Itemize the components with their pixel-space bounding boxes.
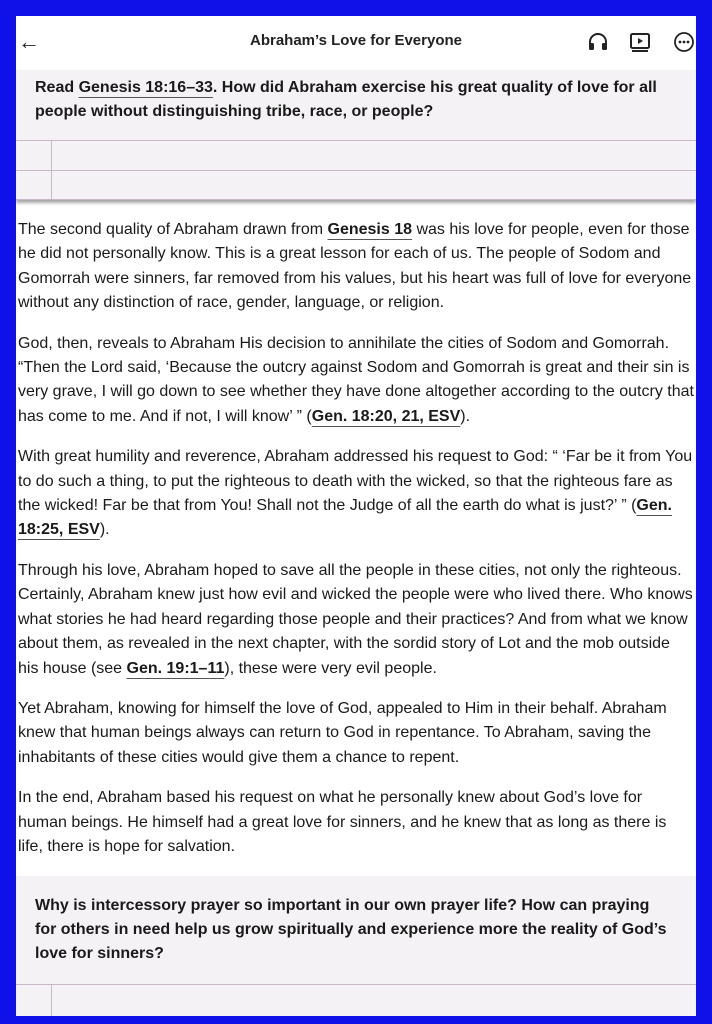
page-title: Abraham’s Love for Everyone xyxy=(249,32,462,49)
answer-field-1[interactable] xyxy=(16,140,696,200)
paragraph xyxy=(18,332,694,430)
question-2-text: Why is intercessory prayer so important in our own prayer life? How can praying for others in need help us grow spiritually and experience more the reality of God’s love for sinners? xyxy=(35,897,667,962)
scripture-link[interactable]: Gen. 18:20, 21, ESV xyxy=(311,407,461,425)
paragraph xyxy=(18,559,694,681)
question-card-2 xyxy=(16,876,696,1016)
more-options-icon[interactable] xyxy=(672,30,696,54)
question-1-body: . How did Abraham exercise his great quality of love for all people without distinguishing tribe, race, or people? xyxy=(35,79,657,120)
paragraph-text: ). xyxy=(460,407,471,425)
scripture-link[interactable]: Genesis 18 xyxy=(327,221,412,238)
paragraph-text: was his love for people, even for those he did not personally know. This is a great lesson for each of us. The people of Sodom and Gomorrah were sinners, far removed from his values, but his heart was full of love for everyone without any distinction of race, gender, language, or religion. xyxy=(18,221,692,312)
question-1-text xyxy=(35,76,672,124)
question-card-1 xyxy=(16,70,696,200)
paragraph-text: God, then, reveals to Abraham His decision to annihilate the cities of Sodom and Gomorrah. “Then the Lord said, ‘Because the outcry against Sodom and Gomorrah is great and their sin is very grave, I will go down to see whether they have done altogether according to the outcry that has come to me. And if not, I will know’ ” ( xyxy=(18,334,694,425)
arrow-left-icon[interactable]: ← xyxy=(18,29,40,54)
paragraph-text: ), these were very evil people. xyxy=(224,659,437,677)
scripture-link[interactable]: Genesis 18:16–33 xyxy=(78,79,213,96)
lesson-body xyxy=(18,218,694,875)
top-bar xyxy=(16,16,696,70)
paragraph: Yet Abraham, knowing for himself the love of God, appealed to Him in their behalf. Abraham knew that human beings always can return to God in repentance. To Abraham, saving the inhabitants of these cities would give them a chance to repent. xyxy=(18,699,667,766)
scripture-link[interactable]: Gen. 18:25, ESV xyxy=(18,497,672,539)
video-icon[interactable] xyxy=(628,30,652,54)
paragraph-text: ). xyxy=(99,521,110,539)
paragraph xyxy=(18,218,694,316)
paragraph xyxy=(18,445,694,543)
headphones-icon[interactable] xyxy=(586,30,610,54)
paragraph-text: With great humility and reverence, Abraham addressed his request to God: “ ‘Far be it from You to do such a thing, to put the righteous to death with the wicked, so that the righteous fare as the wicked! Far be that from You! Shall not the Judge of all the earth do what is just?’ ” ( xyxy=(18,448,693,515)
study-screen xyxy=(16,16,696,1016)
question-1-prefix: Read xyxy=(35,79,79,96)
paragraph-text: Through his love, Abraham hoped to save all the people in these cities, not only the righteous. Certainly, Abraham knew just how evil and wicked the people were who lived there. Who knows what stories he had heard regarding those people and their practices? And from what we know about them, as revealed in the next chapter, with the sordid story of Lot and the mob outside his house (see xyxy=(18,561,693,677)
paragraph: In the end, Abraham based his request on what he personally knew about God’s love for human beings. He himself had a great love for sinners, and he knew that as long as there is life, there is hope for salvation. xyxy=(18,789,667,855)
answer-field-2[interactable] xyxy=(16,984,696,1016)
paragraph-text: The second quality of Abraham drawn from xyxy=(18,221,328,238)
scripture-link[interactable]: Gen. 19:1–11 xyxy=(126,659,225,677)
